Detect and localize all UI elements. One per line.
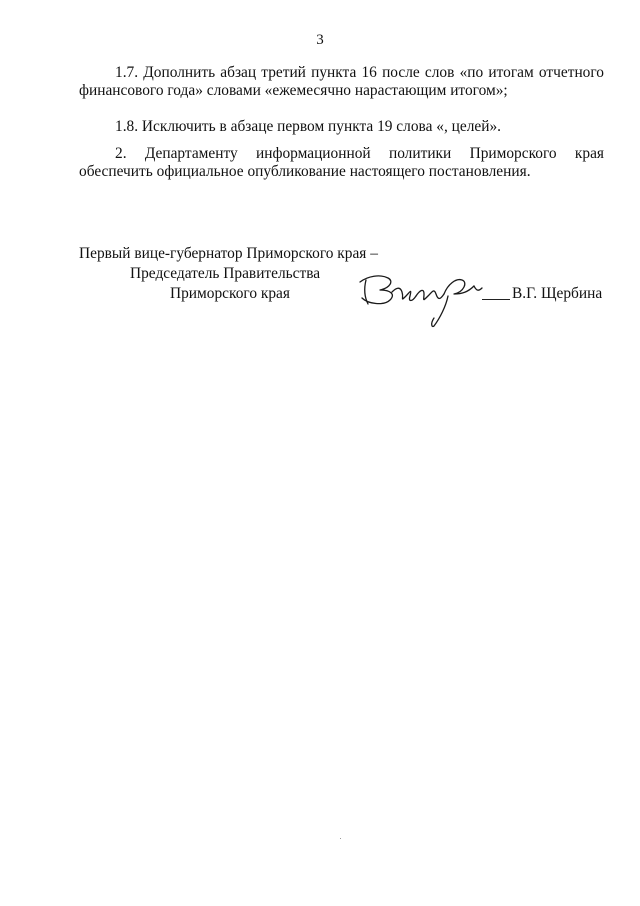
signatory-title-line-3: Приморского края: [170, 285, 290, 302]
paragraph-line: 2. Департаменту информационной политики Приморского края: [115, 145, 604, 162]
signatory-title-line-1: Первый вице-губернатор Приморского края –: [79, 245, 378, 262]
paragraph-line: 1.7. Дополнить абзац третий пункта 16 после слов «по итогам отчетного: [115, 64, 604, 81]
scan-speck: [340, 838, 341, 839]
paragraph-line: 1.8. Исключить в абзаце первом пункта 19 слова «, целей».: [115, 118, 502, 135]
signatory-title-line-2: Председатель Правительства: [130, 265, 321, 282]
paragraph-1-7: [79, 64, 604, 100]
paragraph-line: обеспечить официальное опубликование настоящего постановления.: [79, 163, 531, 180]
page-number: 3: [316, 32, 324, 48]
signature-dash: [482, 299, 510, 300]
signatory-name: В.Г. Щербина: [512, 285, 603, 302]
handwritten-signature-icon: [350, 266, 490, 332]
paragraph-1-8: [79, 118, 604, 136]
paragraph-line: финансового года» словами «ежемесячно нарастающим итогом»;: [79, 82, 508, 99]
paragraph-2: [79, 145, 604, 181]
